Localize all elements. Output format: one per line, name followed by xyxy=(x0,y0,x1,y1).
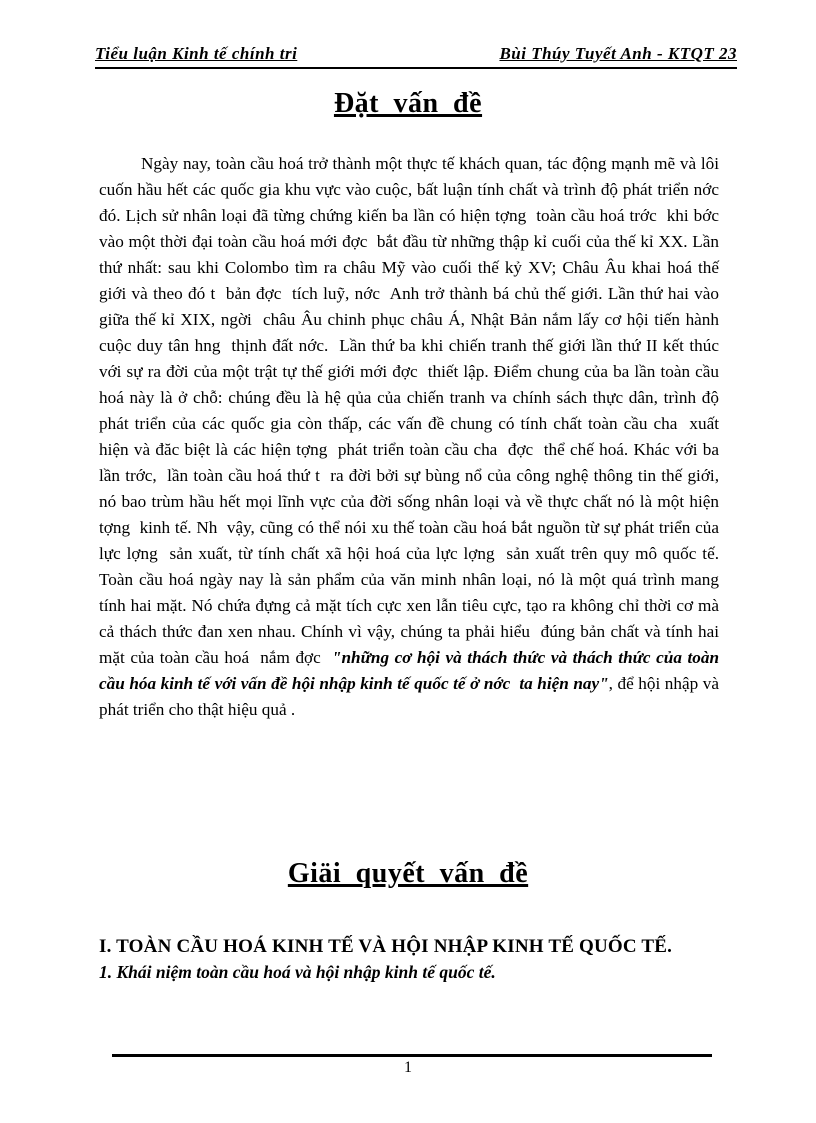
page-number: 1 xyxy=(404,1059,412,1076)
header-right-author: Bùi Thúy Tuyết Anh - KTQT 23 xyxy=(499,44,737,63)
header-left-title: Tiểu luận Kinh tế chính tri xyxy=(95,44,298,63)
intro-paragraph-closing: , để hội nhập và phát triển cho thật hiệu quả . xyxy=(99,674,724,719)
section-heading-sub: 1. Khái niệm toàn cầu hoá và hội nhập kinh tế quốc tế. xyxy=(99,962,496,982)
intro-paragraph-text: Ngày nay, toàn cầu hoá trở thành một thực tế khách quan, tác động mạnh mẽ và lôi cuốn hầu hết các quốc gia khu vực vào cuộc, bất luận tính chất và trình độ phát triển nớc đó. Lịch sử nhân loại đã từng chứng kiến ba lần có hiện tợng toàn cầu hoá trớc khi bớc vào một thời đại toàn cầu hoá mới đợc bắt đầu từ những thập kỉ cuối của thế kỉ XX. Lần thứ nhất: sau khi Colombo tìm ra châu Mỹ vào cuối thế kỷ XV; Châu Âu khai hoá thế giới và theo đó t bản đợc tích luỹ, nớc Anh trở thành bá chủ thế giới. Lần thứ hai vào giữa thế kỉ XIX, ngời châu Âu chinh phục châu Á, Nhật Bản nắm lấy cơ hội tiến hành cuộc duy tân hng thịnh đất nớc. Lần thứ ba khi chiến tranh thế giới lần thứ II kết thúc với sự ra đời của một trật tự thế giới mới đợc thiết lập. Điểm chung của ba lần toàn cầu hoá này là ở chỗ: chúng đều là hệ qủa của chiến tranh va chính sách thực dân, trình độ phát triển của các quốc gia còn thấp, các vấn đề chung có tính chất toàn cầu cha xuất hiện và đăc biệt là các hiện tợng phát triển toàn cầu cha đợc thể chế hoá. Khác với ba lần trớc, lần toàn cầu hoá thứ t ra đời bởi sự bùng nổ của công nghệ thông tin thế giới, nó bao trùm hầu hết mọi lĩnh vực của đời sống nhân loại và về thực chất nó là một hiện tợng kinh tế. Nh vậy, cũng có thể nói xu thế toàn cầu hoá bắt nguồn từ sự phát triển của lực lợng sản xuất, từ tính chất xã hội hoá của lực lợng sản xuất trên quy mô quốc tế. Toàn cầu hoá ngày nay là sản phẩm của văn minh nhân loại, nó là một quá trình mang tính hai mặt. Nó chứa đựng cả mặt tích cực xen lẫn tiêu cực, tạo ra không chỉ thời cơ mà cả thách thức đan xen nhau. Chính vì vậy, chúng ta phải hiểu đúng bản chất và tính hai mặt của toàn cầu hoá nắm đợc xyxy=(99,154,728,667)
page-header xyxy=(95,44,737,69)
intro-paragraph xyxy=(99,151,728,723)
resolution-title: Giäi quyết vấn đề xyxy=(287,858,529,889)
footer-divider xyxy=(112,1054,712,1057)
section-heading-roman: I. TOÀN CẦU HOÁ KINH TẾ VÀ HỘI NHẬP KINH TẾ QUỐC TẾ. xyxy=(99,936,673,957)
intro-title: Đặt vấn đề xyxy=(333,88,483,119)
intro-paragraph-quote: "những cơ hội và thách thức và thách thức của toàn cầu hóa kinh tế với vấn đề hội nhập kinh tế quốc tế ở nớc ta hiện nay" xyxy=(99,648,724,693)
